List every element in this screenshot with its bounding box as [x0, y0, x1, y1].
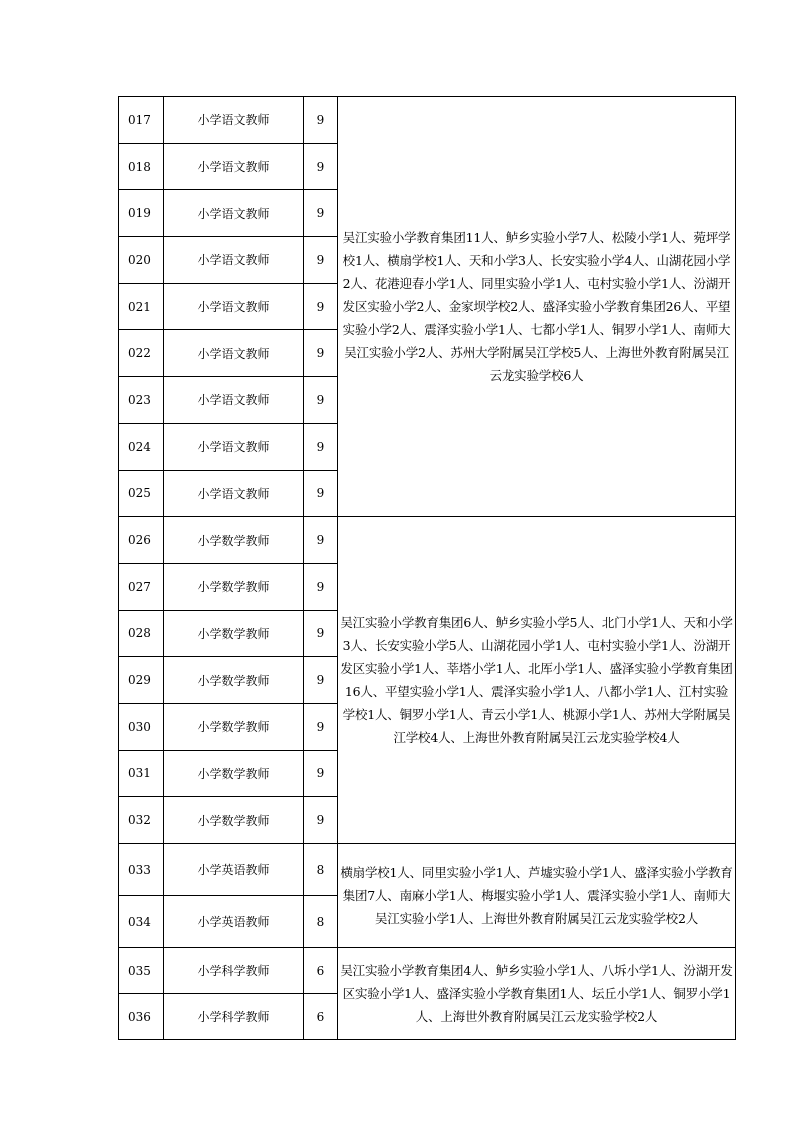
position-count: 6 — [304, 948, 338, 994]
table-row — [119, 97, 736, 144]
position-name: 小学语文教师 — [164, 377, 304, 424]
position-code: 032 — [119, 797, 164, 844]
position-name: 小学语文教师 — [164, 470, 304, 517]
position-name: 小学语文教师 — [164, 423, 304, 470]
position-code: 023 — [119, 377, 164, 424]
position-name: 小学语文教师 — [164, 237, 304, 284]
position-count: 9 — [304, 237, 338, 284]
position-name: 小学数学教师 — [164, 657, 304, 704]
table-row — [119, 517, 736, 564]
position-count: 9 — [304, 423, 338, 470]
position-code: 035 — [119, 948, 164, 994]
position-name: 小学英语教师 — [164, 896, 304, 948]
position-name: 小学数学教师 — [164, 563, 304, 610]
position-code: 019 — [119, 190, 164, 237]
position-name: 小学数学教师 — [164, 703, 304, 750]
position-count: 9 — [304, 657, 338, 704]
position-name: 小学科学教师 — [164, 994, 304, 1040]
school-allocation: 吴江实验小学教育集团6人、鲈乡实验小学5人、北门小学1人、天和小学3人、长安实验小学5人、山湖花园小学1人、屯村实验小学1人、汾湖开发区实验小学1人、莘塔小学1人、北厍小学1人、盛泽实验小学教育集团16人、平望实验小学1人、震泽实验小学1人、八都小学1人、江村实验学校1人、铜罗小学1人、青云小学1人、桃源小学1人、苏州大学附属吴江学校4人、上海世外教育附属吴江云龙实验学校4人 — [338, 517, 736, 844]
position-code: 030 — [119, 703, 164, 750]
position-count: 6 — [304, 994, 338, 1040]
position-code: 027 — [119, 563, 164, 610]
school-allocation: 吴江实验小学教育集团4人、鲈乡实验小学1人、八坼小学1人、汾湖开发区实验小学1人、盛泽实验小学教育集团1人、坛丘小学1人、铜罗小学1人、上海世外教育附属吴江云龙实验学校2人 — [338, 948, 736, 1040]
position-count: 9 — [304, 750, 338, 797]
position-count: 9 — [304, 330, 338, 377]
position-count: 9 — [304, 610, 338, 657]
position-code: 026 — [119, 517, 164, 564]
position-code: 036 — [119, 994, 164, 1040]
position-name: 小学数学教师 — [164, 517, 304, 564]
recruitment-table — [118, 96, 736, 1040]
position-name: 小学数学教师 — [164, 750, 304, 797]
position-name: 小学语文教师 — [164, 330, 304, 377]
position-name: 小学语文教师 — [164, 143, 304, 190]
position-count: 9 — [304, 517, 338, 564]
position-code: 022 — [119, 330, 164, 377]
position-name: 小学语文教师 — [164, 97, 304, 144]
position-count: 8 — [304, 896, 338, 948]
position-count: 9 — [304, 703, 338, 750]
position-code: 021 — [119, 283, 164, 330]
position-count: 9 — [304, 797, 338, 844]
position-code: 033 — [119, 844, 164, 896]
position-count: 9 — [304, 143, 338, 190]
position-count: 9 — [304, 97, 338, 144]
table-row — [119, 948, 736, 994]
position-name: 小学数学教师 — [164, 610, 304, 657]
position-name: 小学数学教师 — [164, 797, 304, 844]
position-code: 018 — [119, 143, 164, 190]
school-allocation: 吴江实验小学教育集团11人、鲈乡实验小学7人、松陵小学1人、菀坪学校1人、横扇学校1人、天和小学3人、长安实验小学4人、山湖花园小学2人、花港迎春小学1人、同里实验小学1人、屯村实验小学1人、汾湖开发区实验小学2人、金家坝学校2人、盛泽实验小学教育集团26人、平望实验小学2人、震泽实验小学1人、七都小学1人、铜罗小学1人、南师大吴江实验小学2人、苏州大学附属吴江学校5人、上海世外教育附属吴江云龙实验学校6人 — [338, 97, 736, 517]
school-allocation: 横扇学校1人、同里实验小学1人、芦墟实验小学1人、盛泽实验小学教育集团7人、南麻小学1人、梅堰实验小学1人、震泽实验小学1人、南师大吴江实验小学1人、上海世外教育附属吴江云龙实验学校2人 — [338, 844, 736, 948]
position-count: 9 — [304, 563, 338, 610]
position-count: 9 — [304, 377, 338, 424]
position-name: 小学语文教师 — [164, 283, 304, 330]
position-name: 小学科学教师 — [164, 948, 304, 994]
position-code: 028 — [119, 610, 164, 657]
position-code: 031 — [119, 750, 164, 797]
position-code: 029 — [119, 657, 164, 704]
position-name: 小学语文教师 — [164, 190, 304, 237]
table-row — [119, 844, 736, 896]
position-count: 9 — [304, 283, 338, 330]
position-code: 025 — [119, 470, 164, 517]
position-name: 小学英语教师 — [164, 844, 304, 896]
position-count: 9 — [304, 190, 338, 237]
position-code: 024 — [119, 423, 164, 470]
position-code: 020 — [119, 237, 164, 284]
position-code: 017 — [119, 97, 164, 144]
position-code: 034 — [119, 896, 164, 948]
position-count: 9 — [304, 470, 338, 517]
position-count: 8 — [304, 844, 338, 896]
